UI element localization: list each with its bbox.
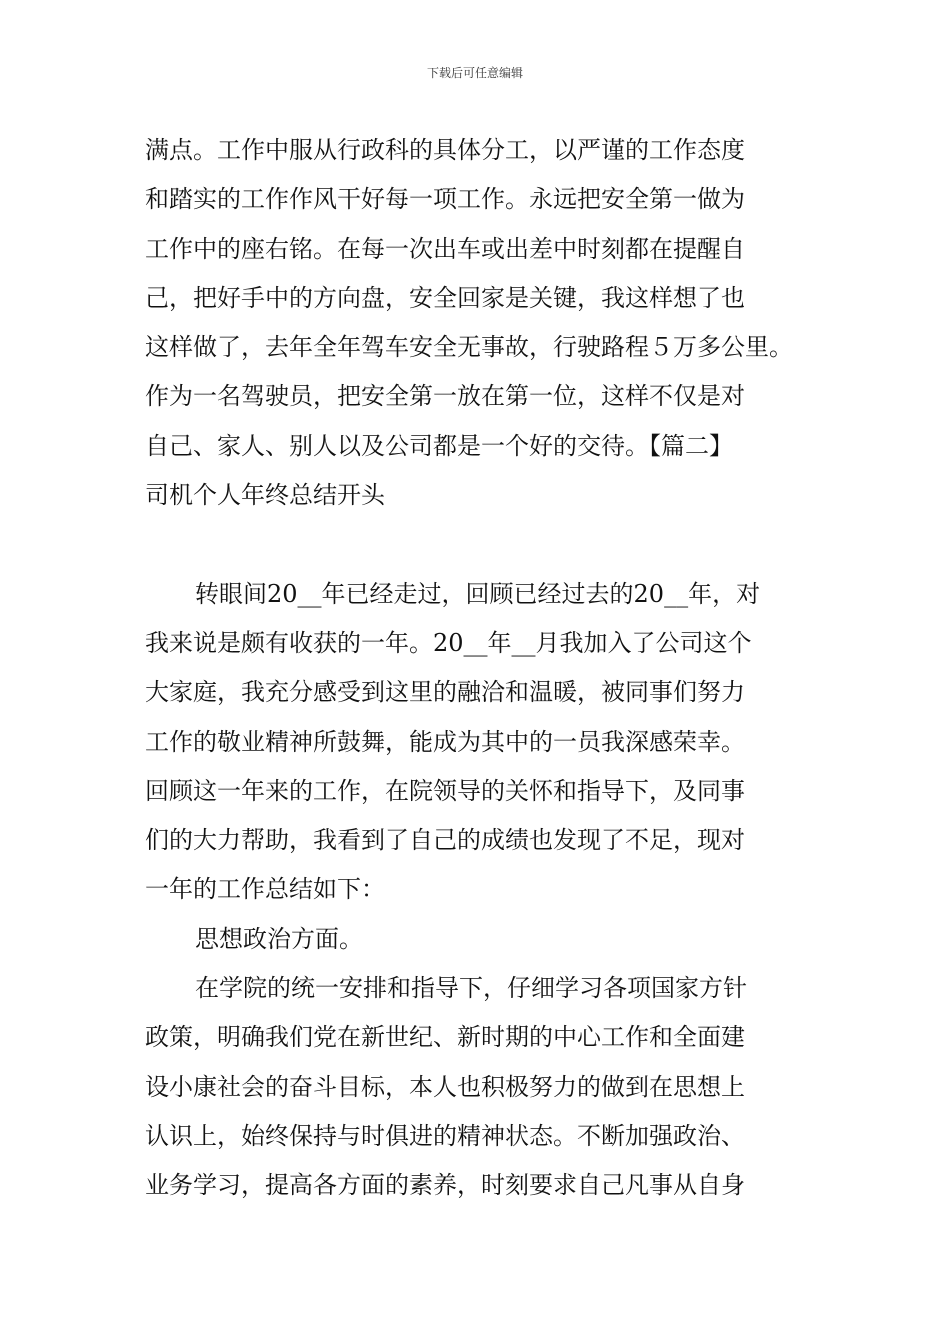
text-line: 这样做了，去年全年驾车安全无事故，行驶路程５万多公里。 (145, 333, 793, 362)
text-line: 己，把好手中的方向盘，安全回家是关键，我这样想了也 (145, 283, 745, 312)
text-line: 工作的敬业精神所鼓舞，能成为其中的一员我深感荣幸。 (145, 727, 745, 756)
paragraph-start: 在学院的统一安排和指导下，仔细学习各项国家方针 (195, 974, 747, 1003)
text-line: 大家庭，我充分感受到这里的融洽和温暖，被同事们努力 (145, 678, 745, 707)
paragraph-start: 转眼间20__年已经走过，回顾已经过去的20__年，对 (195, 579, 761, 608)
document-body (145, 126, 825, 1211)
text-line: 自己、家人、别人以及公司都是一个好的交待。【篇二】 (145, 431, 733, 460)
text-line: 和踏实的工作作风干好每一项工作。永远把安全第一做为 (145, 185, 745, 214)
text-line: 设小康社会的奋斗目标，本人也积极努力的做到在思想上 (145, 1072, 745, 1101)
text-line: 作为一名驾驶员，把安全第一放在第一位，这样不仅是对 (145, 382, 745, 411)
text-line: 工作中的座右铭。在每一次出车或出差中时刻都在提醒自 (145, 234, 745, 263)
blank-line (145, 520, 825, 569)
text-line: 政策，明确我们党在新世纪、新时期的中心工作和全面建 (145, 1023, 745, 1052)
text-line: 认识上，始终保持与时俱进的精神状态。不断加强政治、 (145, 1121, 745, 1150)
text-line: 们的大力帮助，我看到了自己的成绩也发现了不足，现对 (145, 826, 745, 855)
page-header-note: 下载后可任意编辑 (426, 66, 523, 80)
section-heading: 司机个人年终总结开头 (145, 481, 385, 510)
text-line: 业务学习，提高各方面的素养，时刻要求自己凡事从自身 (145, 1171, 745, 1200)
text-line: 满点。工作中服从行政科的具体分工，以严谨的工作态度 (145, 136, 745, 164)
text-line: 回顾这一年来的工作，在院领导的关怀和指导下，及同事 (145, 776, 745, 805)
text-line: 一年的工作总结如下： (145, 875, 385, 904)
subsection-heading: 思想政治方面。 (195, 924, 363, 953)
text-line: 我来说是颇有收获的一年。20__年__月我加入了公司这个 (145, 628, 752, 657)
